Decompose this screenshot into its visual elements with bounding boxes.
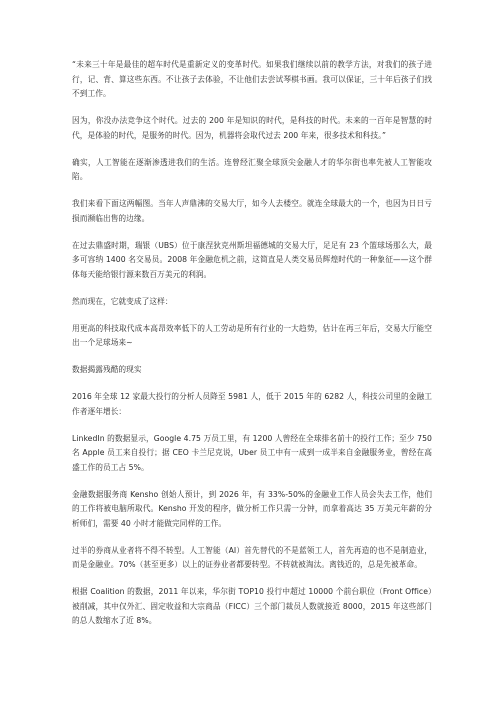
paragraph-analysts-2016: 2016 年全球 12 家最大投行的分析人员降至 5981 人，低于 2015 年的 6282 人，科技公司里的金融工作者逐年增长：	[72, 392, 432, 416]
paragraph-quote-2: 因为，你没办法竞争这个时代。过去的 200 年是知识的时代，是科技的时代。未来的一百年是智慧的时代，是体验的时代，是服务的时代。因为，机器将会取代过去 200 年来，很多技术和科技。”	[72, 116, 432, 140]
paragraph-now: 然而现在，它就变成了这样：	[72, 296, 173, 306]
paragraph-quote-1: “未来三十年是最佳的超车时代是重新定义的变革时代。如果我们继续以前的教学方法，对我们的孩子进行，记、背、算这些东西。不让孩子去体验，不让他们去尝试琴棋书画。我可以保证，三十年后孩子们找不到工作。	[72, 60, 432, 98]
paragraph-trading-floor: 我们来看下面这两幅图。当年人声鼎沸的交易大厅，如今人去楼空。就连全球最大的一个，也因为日日亏损而濒临出售的边缘。	[72, 199, 432, 223]
paragraph-coalition: 根据 Coalition 的数据，2011 年以来，华尔街 TOP10 投行中超过 10000 个前台职位（Front Office）被削减，其中仅外汇、固定收益和大宗商品（FICC）三个部门裁员人数就接近 8000，2015 年这些部门的总人数缩水了近 8%。	[72, 587, 432, 625]
paragraph-linkedin: LinkedIn 的数据显示，Google 4.75 万员工里，有 1200 人曾经在全球排名前十的投行工作；至少 750 名 Apple 员工来自投行；据 CEO 卡兰尼克说，Uber 员工中有一成到一成半来自金融服务业，曾经在高盛工作的员工占 5%。	[72, 433, 432, 472]
paragraph-kensho: 金融数据服务商 Kensho 创始人预计，到 2026 年，有 33%-50%的金融业工作人员会失去工作，他们的工作将被电脑所取代。Kensho 开发的程序，做分析工作只需一分钟，而拿着高达 35 万美元年薪的分析师们，需要 40 小时才能做完同样的工作。	[72, 489, 432, 528]
paragraph-ai-wallstreet: 确实，人工智能在逐渐渗透进我们的生活。连曾经汇聚全球顶尖金融人才的华尔街也率先被人工智能攻陷。	[72, 157, 432, 181]
article-body	[72, 58, 432, 641]
paragraph-brokers: 过半的券商从业者将不得不转型。人工智能（AI）首先替代的不是蓝领工人，首先再造的也不是制造业，而是金融业。70%（甚至更多）以上的证券业者都要转型。不转就被淘汰。离钱近的，总是先被革命。	[72, 545, 432, 569]
paragraph-trend: 用更高的科技取代成本高昂效率低下的人工劳动是所有行业的一大趋势，估计在再三年后，交易大厅能空出一个足球场来~	[72, 323, 432, 347]
paragraph-ubs: 在过去鼎盛时期，瑞银（UBS）位于康涅狄克州斯坦福德城的交易大厅，足足有 23 个篮球场那么大，最多可容纳 1400 名交易员。2008 年金融危机之前，这简直是人类交易员辉煌时代的一种象征——这个群体每天能给银行源来数百万美元的利润。	[72, 240, 432, 279]
section-heading: 数据揭露残酷的现实	[72, 365, 142, 374]
